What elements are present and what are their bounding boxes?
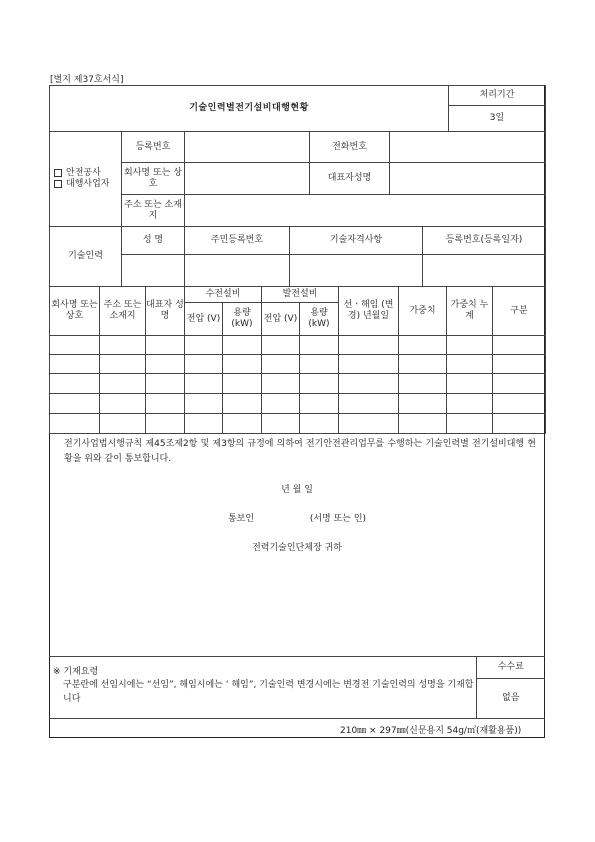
tech-header-rrn: 주민등록번호 [185,227,290,255]
table-row [50,336,546,355]
reporter-label: 통보인 [227,514,255,524]
company-field[interactable] [185,163,310,195]
phone-field[interactable] [390,132,546,163]
option-safety-corp[interactable]: 안전공사 [54,168,121,179]
reg-no-field[interactable] [185,132,310,163]
instructions-title: ※ 기재요령 [53,667,99,677]
title-block [49,85,546,132]
checkbox-icon[interactable] [54,180,62,188]
applicant-type [50,132,122,227]
col-generating: 발전설비 [262,287,339,303]
divider [49,718,545,719]
applicant-block [49,131,546,227]
instructions [49,657,476,719]
tech-name-field[interactable] [122,255,185,287]
col-generating-capacity: 용량 (kW) [300,303,339,336]
col-receiving: 수전설비 [185,287,262,303]
address-field[interactable] [185,195,546,227]
col-representative: 대표자 성명 [146,287,185,336]
fee-label: 수수료 [476,657,545,679]
col-weight-sum: 가중치 누계 [447,287,493,336]
tech-header-name: 성 명 [122,227,185,255]
table-row [50,355,546,374]
addressee: 전력기술인단체장 귀하 [252,543,342,553]
col-company: 회사명 또는 상호 [50,287,100,336]
fee-value: 없음 [476,679,545,719]
col-receiving-capacity: 용량 (kW) [223,303,262,336]
address-label: 주소 또는 소재지 [122,195,185,227]
table-row [50,374,546,394]
tech-rrn-field[interactable] [185,255,290,287]
representative-label: 대표자성명 [310,163,390,195]
col-type: 구분 [493,287,546,336]
phone-label: 전화번호 [310,132,390,163]
processing-period-label: 처리기간 [449,86,546,106]
col-address: 주소 또는 소재지 [100,287,146,336]
facility-table [49,286,546,434]
reporter-line [52,511,542,524]
option-agency[interactable]: 대행사업자 [54,179,121,190]
table-row [50,394,546,414]
tech-qualification-field[interactable] [290,255,423,287]
date-line: 년 월 일 [281,485,313,495]
col-weight: 가중치 [399,287,447,336]
company-label: 회사명 또는 상호 [122,163,185,195]
tech-header-registration: 등록번호(등록일자) [423,227,546,255]
paper-spec: 210㎜ × 297㎜(신문용지 54g/㎡(재활용품)) [340,726,522,736]
reg-no-label: 등록번호 [122,132,185,163]
checkbox-icon[interactable] [54,169,62,177]
table-row [50,414,546,434]
instructions-text: 구분란에 선임시에는 “선임”, 해임시에는 ‘ 해임”, 기술인력 변경시에는 변경전 기술인력의 성명을 기재합니다 [63,680,474,704]
technician-block [49,226,546,287]
processing-period-value: 3일 [449,106,546,132]
col-generating-voltage: 전압 (V) [262,303,300,336]
signature-label: (서명 또는 인) [309,514,367,524]
col-receiving-voltage: 전압 (V) [185,303,223,336]
notice-text: 전기사업법시행규칙 제45조제2항 및 제3항의 규정에 의하여 전기안전관리업무를 수행하는 기술인력별 전기설비대행 현황을 위와 같이 통보합니다. [64,439,536,464]
tech-registration-field[interactable] [423,255,546,287]
form-number: [별지 제37호서식] [50,75,124,85]
instructions-block [49,656,545,719]
form-title: 기술인력별전기설비대행현황 [50,86,449,132]
tech-header-qualification: 기술자격사항 [290,227,423,255]
col-date: 선ㆍ해임 (변 경) 년월일 [339,287,399,336]
technician-label: 기술인력 [50,227,122,287]
representative-field[interactable] [390,163,546,195]
